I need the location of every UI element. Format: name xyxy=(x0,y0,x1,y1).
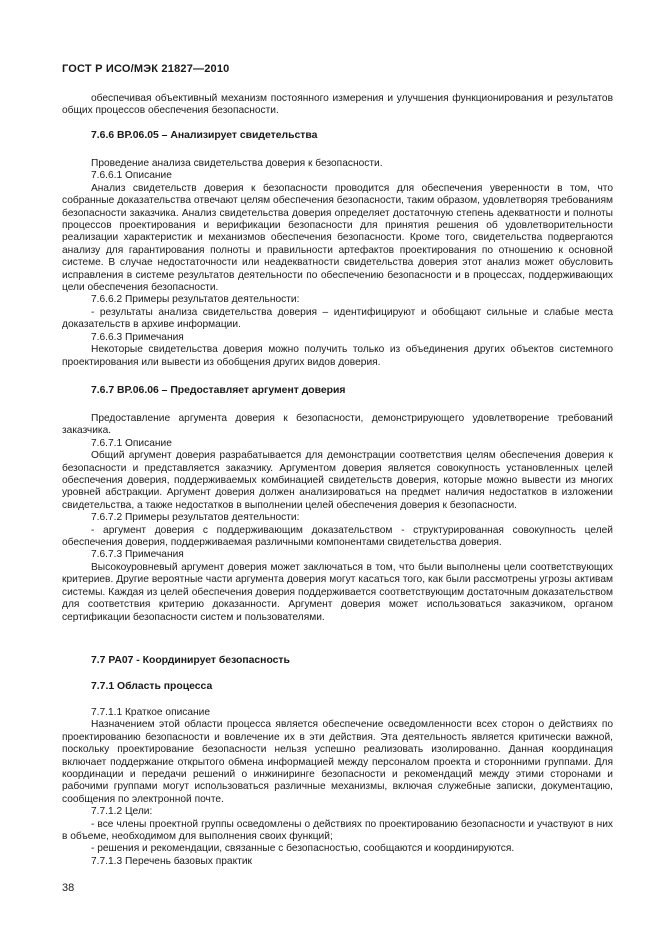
section-7-7-1 xyxy=(62,681,613,693)
subheading: 7.6.6.2 Примеры результатов деятельности: xyxy=(91,294,300,306)
paragraph: Анализ свидетельств доверия к безопасности проводится для обеспечения уверенности в том, что собранные доказательства отвечают целям обеспечения безопасности, таким образом, удовлетворяя требованиям безопасности заказчика. Анализ свидетельства доверия определяет достаточную степень адекватности и полноты процессов проектирования и верификации безопасности для принятия решения об удовлетворительности реализации характеристик и механизмов обеспечения безопасности. Кроме того, свидетельства подвергаются анализу для гарантирования полноты и правильности артефактов проектирования по отношению к основной системе. В случае недостаточности или неадекватности свидетельства доверия этот анализ может обусловить исправления в системе результатов деятельности по обеспечению безопасности и в процессах, поддерживающих цели обеспечения безопасности. xyxy=(62,182,613,294)
list-item: - решения и рекомендации, связанные с безопасностью, сообщаются и координируются. xyxy=(91,843,515,855)
subheading: 7.6.6.1 Описание xyxy=(91,170,172,182)
section-7-6-7 xyxy=(62,385,613,397)
section-7-6-7-body xyxy=(62,413,613,624)
subheading: 7.6.7.1 Описание xyxy=(91,437,172,449)
list-item: - результаты анализа свидетельства доверия – идентифицируют и обобщают сильные и слабые места доказательств в архиве информации. xyxy=(62,306,613,331)
subheading: 7.6.6.3 Примечания xyxy=(91,331,184,343)
document-header: ГОСТ Р ИСО/МЭК 21827—2010 xyxy=(62,63,230,75)
paragraph: Высокоуровневый аргумент доверия может заключаться в том, что были выполнены цели соответствующих критериев. Другие вероятные части аргумента доверия могут касаться того, как были рассмотрены угрозы активам системы. Каждая из целей обеспечения доверия поддерживается соответствующим достаточным доказательством для соответствия критерию доказанности. Аргумент доверия может использоваться заказчиком, органом сертификации безопасности систем и пользователями. xyxy=(62,561,613,623)
subheading: 7.6.7.3 Примечания xyxy=(91,549,184,561)
list-item: - аргумент доверия с поддерживающим доказательством - структурированная совокупность целей обеспечения доверия, поддерживаемая различными компонентами свидетельства доверия. xyxy=(62,524,613,549)
subheading: 7.7.1.2 Цели: xyxy=(91,806,153,818)
page-number: 38 xyxy=(62,882,75,894)
paragraph: Предоставление аргумента доверия к безопасности, демонстрирующего удовлетворение требований заказчика. xyxy=(62,413,613,437)
subheading: 7.7.1.1 Краткое описание xyxy=(91,707,211,718)
section-7-7 xyxy=(62,655,613,667)
section-7-6-6 xyxy=(62,130,613,142)
section-heading: 7.6.7 ВР.06.06 – Предоставляет аргумент доверия xyxy=(91,385,346,396)
subheading: 7.7.1.3 Перечень базовых практик xyxy=(91,855,252,867)
paragraph: Проведение анализа свидетельства доверия к безопасности. xyxy=(91,158,383,169)
paragraph: обеспечивая объективный механизм постоянного измерения и улучшения функционирования и результатов общих процессов обеспечения безопасности. xyxy=(62,93,613,117)
section-7-7-1-body xyxy=(62,707,613,868)
paragraph: Назначением этой области процесса является обеспечение осведомленности всех сторон о действиях по проектированию безопасности и вовлечение их в эти действия. Эта деятельность является критически важной, поскольку проектирование безопасности нельзя успешно реализовать изолированно. Данная координация включает поддержание открытого обмена информацией между персоналом проекта и сторонними группами. Для координации и передачи решений о инжиниринге безопасности и рекомендаций между этими сторонами и рабочими группами могут использоваться различные механизмы, включая служебные записки, документацию, сообщения по электронной почте. xyxy=(62,719,613,805)
section-heading: 7.7 РА07 - Координирует безопасность xyxy=(91,655,290,666)
section-heading: 7.7.1 Область процесса xyxy=(91,681,213,692)
section-7-6-6-body xyxy=(62,158,613,369)
section-heading: 7.6.6 ВР.06.05 – Анализирует свидетельства xyxy=(91,130,318,141)
subheading: 7.6.7.2 Примеры результатов деятельности: xyxy=(91,512,300,524)
paragraph-intro xyxy=(62,93,613,118)
paragraph: Некоторые свидетельства доверия можно получить только из объединения других объектов системного проектирования или вывести из обобщения других видов доверия. xyxy=(62,344,613,368)
paragraph: Общий аргумент доверия разрабатывается для демонстрации соответствия целям обеспечения доверия к безопасности и представляется заказчику. Аргументом доверия является совокупность установленных целей обеспечения доверия, поддерживаемых комбинацией свидетельств доверия, которые можно вывести из многих уровней абстракции. Аргумент доверия должен анализироваться на предмет наличия недостатков в изложении свидетельства, а также недостатков в выполнении целей обеспечения доверия к безопасности. xyxy=(62,450,613,511)
list-item: - все члены проектной группы осведомлены о действиях по проектированию безопасности и участвуют в них в объеме, необходимом для выполнения своих функций; xyxy=(62,818,613,843)
